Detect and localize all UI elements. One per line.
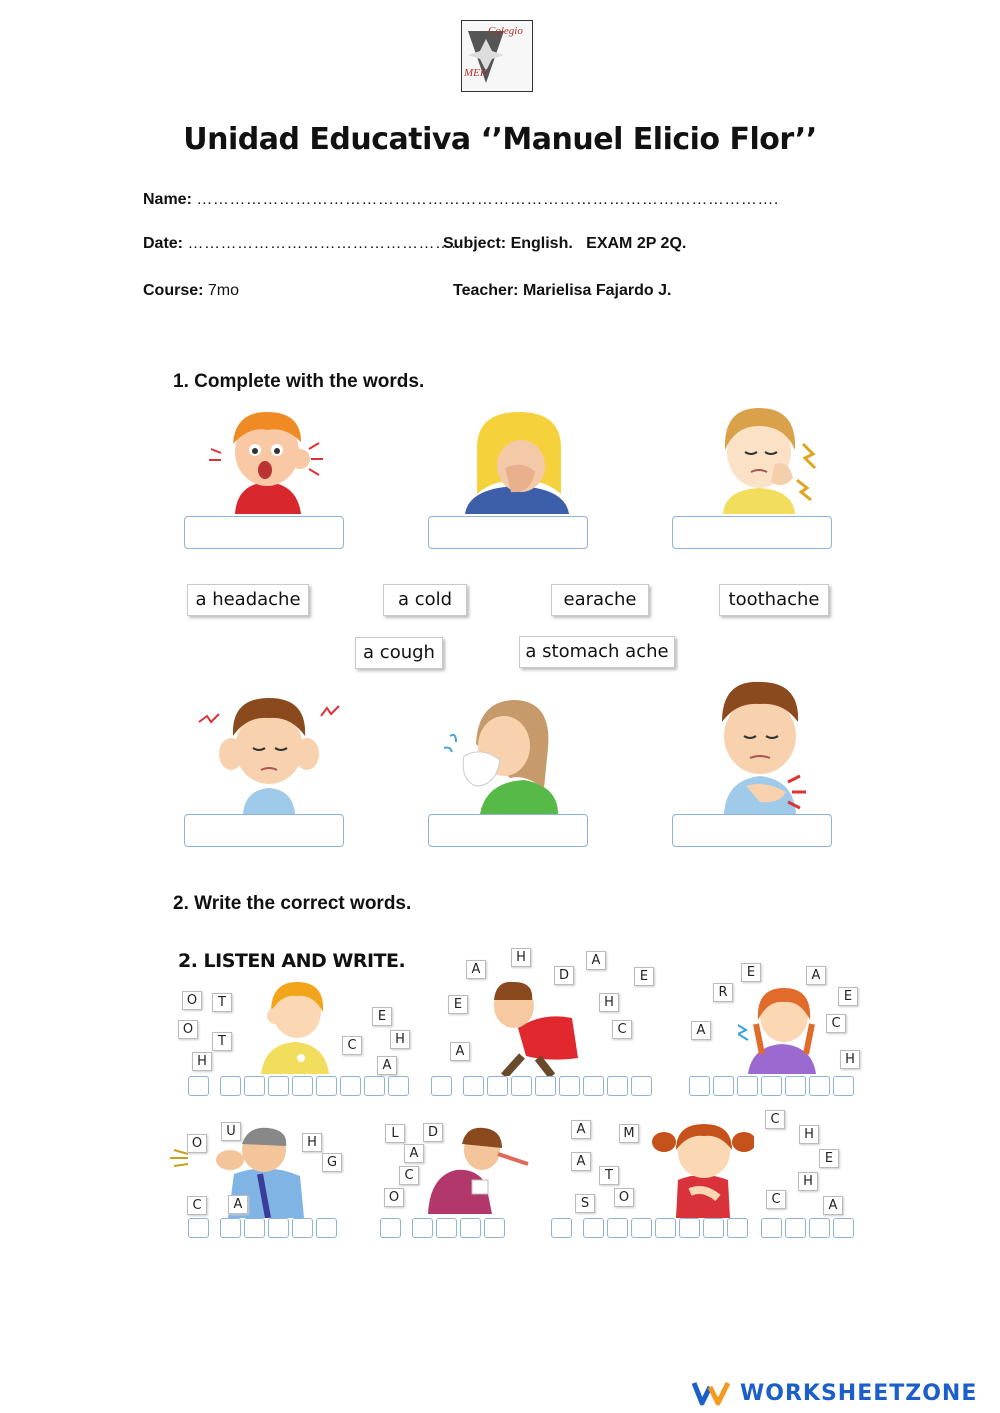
worksheetzone-brand: WORKSHEETZONE <box>740 1380 978 1406</box>
letter-box[interactable] <box>340 1076 361 1096</box>
logo-text-bottom: MEF <box>464 67 487 79</box>
word-chip-stomach-ache[interactable]: a stomach ache <box>519 636 675 668</box>
date-line <box>143 235 456 253</box>
letter-box[interactable] <box>809 1218 830 1238</box>
letter-box[interactable] <box>761 1076 782 1096</box>
letter-tile: O <box>178 1020 198 1039</box>
letter-box[interactable] <box>833 1218 854 1238</box>
letter-tile: E <box>448 995 468 1014</box>
letter-tile: O <box>182 991 202 1010</box>
letter-tile: O <box>187 1134 207 1153</box>
letter-box[interactable] <box>655 1218 676 1238</box>
letter-tile: D <box>423 1123 443 1142</box>
letter-tile: A <box>806 966 826 985</box>
letter-box[interactable] <box>833 1076 854 1096</box>
toothache-girl-illustration <box>705 404 825 514</box>
letter-tile: H <box>192 1052 212 1071</box>
letter-box[interactable] <box>761 1218 782 1238</box>
letter-box[interactable] <box>380 1218 401 1238</box>
letter-box[interactable] <box>631 1218 652 1238</box>
letter-box[interactable] <box>316 1218 337 1238</box>
headache-boy-illustration <box>195 686 343 814</box>
earache-girl-illustration <box>738 984 824 1074</box>
answer-box-6[interactable] <box>672 814 832 847</box>
letter-tile: A <box>586 951 606 970</box>
spelling-box-group-5 <box>380 1218 505 1238</box>
letter-box[interactable] <box>412 1218 433 1238</box>
letter-box[interactable] <box>727 1218 748 1238</box>
spelling-box-group-6 <box>551 1218 748 1238</box>
letter-box[interactable] <box>484 1218 505 1238</box>
spelling-box-group-1 <box>188 1076 409 1096</box>
logo-text-top: Colegio <box>488 25 523 37</box>
answer-box-1[interactable] <box>184 516 344 549</box>
letter-box[interactable] <box>785 1076 806 1096</box>
letter-box[interactable] <box>809 1076 830 1096</box>
word-chip-earache[interactable]: earache <box>551 584 649 616</box>
spelling-box-group-3 <box>689 1076 854 1096</box>
letter-tile: H <box>840 1050 860 1069</box>
letter-box[interactable] <box>292 1218 313 1238</box>
letter-tile: H <box>798 1172 818 1191</box>
letter-tile: E <box>819 1149 839 1168</box>
letter-tile: C <box>612 1020 632 1039</box>
letter-tile: A <box>466 960 486 979</box>
letter-tile: C <box>399 1166 419 1185</box>
letter-tile: A <box>571 1120 591 1139</box>
letter-tile: D <box>554 966 574 985</box>
letter-box[interactable] <box>551 1218 572 1238</box>
exercise2-heading: 2. Write the correct words. <box>173 893 412 914</box>
letter-tile: C <box>765 1110 785 1129</box>
letter-tile: C <box>342 1036 362 1055</box>
letter-tile: E <box>372 1007 392 1026</box>
letter-tile: T <box>599 1166 619 1185</box>
letter-tile: H <box>799 1125 819 1144</box>
letter-box[interactable] <box>463 1076 484 1096</box>
letter-tile: O <box>614 1188 634 1207</box>
letter-tile: A <box>450 1042 470 1061</box>
letter-box[interactable] <box>364 1076 385 1096</box>
worksheetzone-watermark <box>692 1377 977 1409</box>
letter-box[interactable] <box>713 1076 734 1096</box>
subject-text: Subject: English. <box>443 235 573 252</box>
word-chip-cough[interactable]: a cough <box>355 637 443 669</box>
letter-tile: A <box>228 1195 248 1214</box>
letter-box[interactable] <box>559 1076 580 1096</box>
letter-tile: C <box>766 1190 786 1209</box>
letter-box[interactable] <box>631 1076 652 1096</box>
headache-man-illustration <box>478 972 590 1076</box>
letter-box[interactable] <box>607 1076 628 1096</box>
date-label: Date: <box>143 235 184 252</box>
letter-tile: U <box>221 1122 241 1141</box>
letter-box[interactable] <box>703 1218 724 1238</box>
letter-box[interactable] <box>220 1218 241 1238</box>
letter-box[interactable] <box>244 1076 265 1096</box>
answer-box-3[interactable] <box>672 516 832 549</box>
word-chip-toothache[interactable]: toothache <box>719 584 829 616</box>
letter-tile: O <box>384 1188 404 1207</box>
spelling-box-group-2 <box>431 1076 652 1096</box>
letter-box[interactable] <box>535 1076 556 1096</box>
letter-box[interactable] <box>785 1218 806 1238</box>
letter-tile: H <box>302 1133 322 1152</box>
letter-box[interactable] <box>244 1218 265 1238</box>
letter-box[interactable] <box>511 1076 532 1096</box>
teacher-text: Teacher: Marielisa Fajardo J. <box>453 282 672 299</box>
answer-box-4[interactable] <box>184 814 344 847</box>
letter-box[interactable] <box>388 1076 409 1096</box>
word-chip-cold[interactable]: a cold <box>383 584 467 616</box>
letter-tile: A <box>377 1056 397 1075</box>
letter-tile: T <box>212 993 232 1012</box>
letter-box[interactable] <box>431 1076 452 1096</box>
letter-tile: A <box>823 1196 843 1215</box>
cold-girl-illustration <box>440 690 564 814</box>
subject-line <box>443 235 686 253</box>
letter-box[interactable] <box>436 1218 457 1238</box>
letter-tile: A <box>571 1152 591 1171</box>
worksheetzone-logo-icon <box>692 1379 732 1407</box>
word-chip-headache[interactable]: a headache <box>187 584 309 616</box>
letter-box[interactable] <box>460 1218 481 1238</box>
letter-box[interactable] <box>607 1218 628 1238</box>
letter-tile: M <box>619 1124 639 1143</box>
toothache-girl-small-illustration <box>255 978 335 1074</box>
exam-text: EXAM 2P 2Q. <box>586 235 687 252</box>
cough-girl-illustration <box>455 408 580 514</box>
course-label: Course: <box>143 282 204 299</box>
spelling-box-group-7 <box>761 1218 854 1238</box>
letter-box[interactable] <box>487 1076 508 1096</box>
letter-tile: C <box>187 1196 207 1215</box>
page-title: Unidad Educativa ‘’Manuel Elicio Flor’’ <box>183 122 817 157</box>
letter-tile: E <box>838 987 858 1006</box>
letter-tile: R <box>713 983 733 1002</box>
letter-box[interactable] <box>689 1076 710 1096</box>
earache-boy-illustration <box>205 404 330 514</box>
letter-tile: H <box>390 1030 410 1049</box>
letter-box[interactable] <box>220 1076 241 1096</box>
letter-tile: H <box>599 993 619 1012</box>
letter-box[interactable] <box>292 1076 313 1096</box>
letter-box[interactable] <box>679 1218 700 1238</box>
cold-woman-illustration <box>402 1124 534 1214</box>
letter-tile: E <box>634 967 654 986</box>
exercise1-heading: 1. Complete with the words. <box>173 371 425 392</box>
date-field[interactable]: …………………………………………. <box>187 235 457 252</box>
letter-tile: H <box>511 948 531 967</box>
stomachache-boy-illustration <box>700 676 824 814</box>
letter-tile: T <box>212 1032 232 1051</box>
letter-box[interactable] <box>583 1076 604 1096</box>
letter-tile: S <box>575 1194 595 1213</box>
answer-box-5[interactable] <box>428 814 588 847</box>
listen-and-write-title: 2. LISTEN AND WRITE. <box>178 950 406 972</box>
letter-tile: E <box>741 963 761 982</box>
letter-box[interactable] <box>188 1076 209 1096</box>
letter-tile: C <box>826 1014 846 1033</box>
letter-box[interactable] <box>268 1076 289 1096</box>
letter-tile: A <box>691 1021 711 1040</box>
name-line <box>143 191 779 209</box>
letter-box[interactable] <box>583 1218 604 1238</box>
name-label: Name: <box>143 191 192 208</box>
letter-box[interactable] <box>188 1218 209 1238</box>
answer-box-2[interactable] <box>428 516 588 549</box>
course-value: 7mo <box>207 282 240 299</box>
letter-tile: L <box>385 1124 405 1143</box>
letter-tile: G <box>322 1153 342 1172</box>
school-logo <box>461 20 533 92</box>
letter-box[interactable] <box>268 1218 289 1238</box>
name-field[interactable]: ……………………………………………………………………………………………. <box>196 191 779 208</box>
letter-box[interactable] <box>737 1076 758 1096</box>
spelling-box-group-4 <box>188 1218 337 1238</box>
letter-tile: A <box>404 1144 424 1163</box>
letter-box[interactable] <box>316 1076 337 1096</box>
course-line <box>143 282 239 300</box>
stomachache-girl-illustration <box>650 1120 754 1218</box>
